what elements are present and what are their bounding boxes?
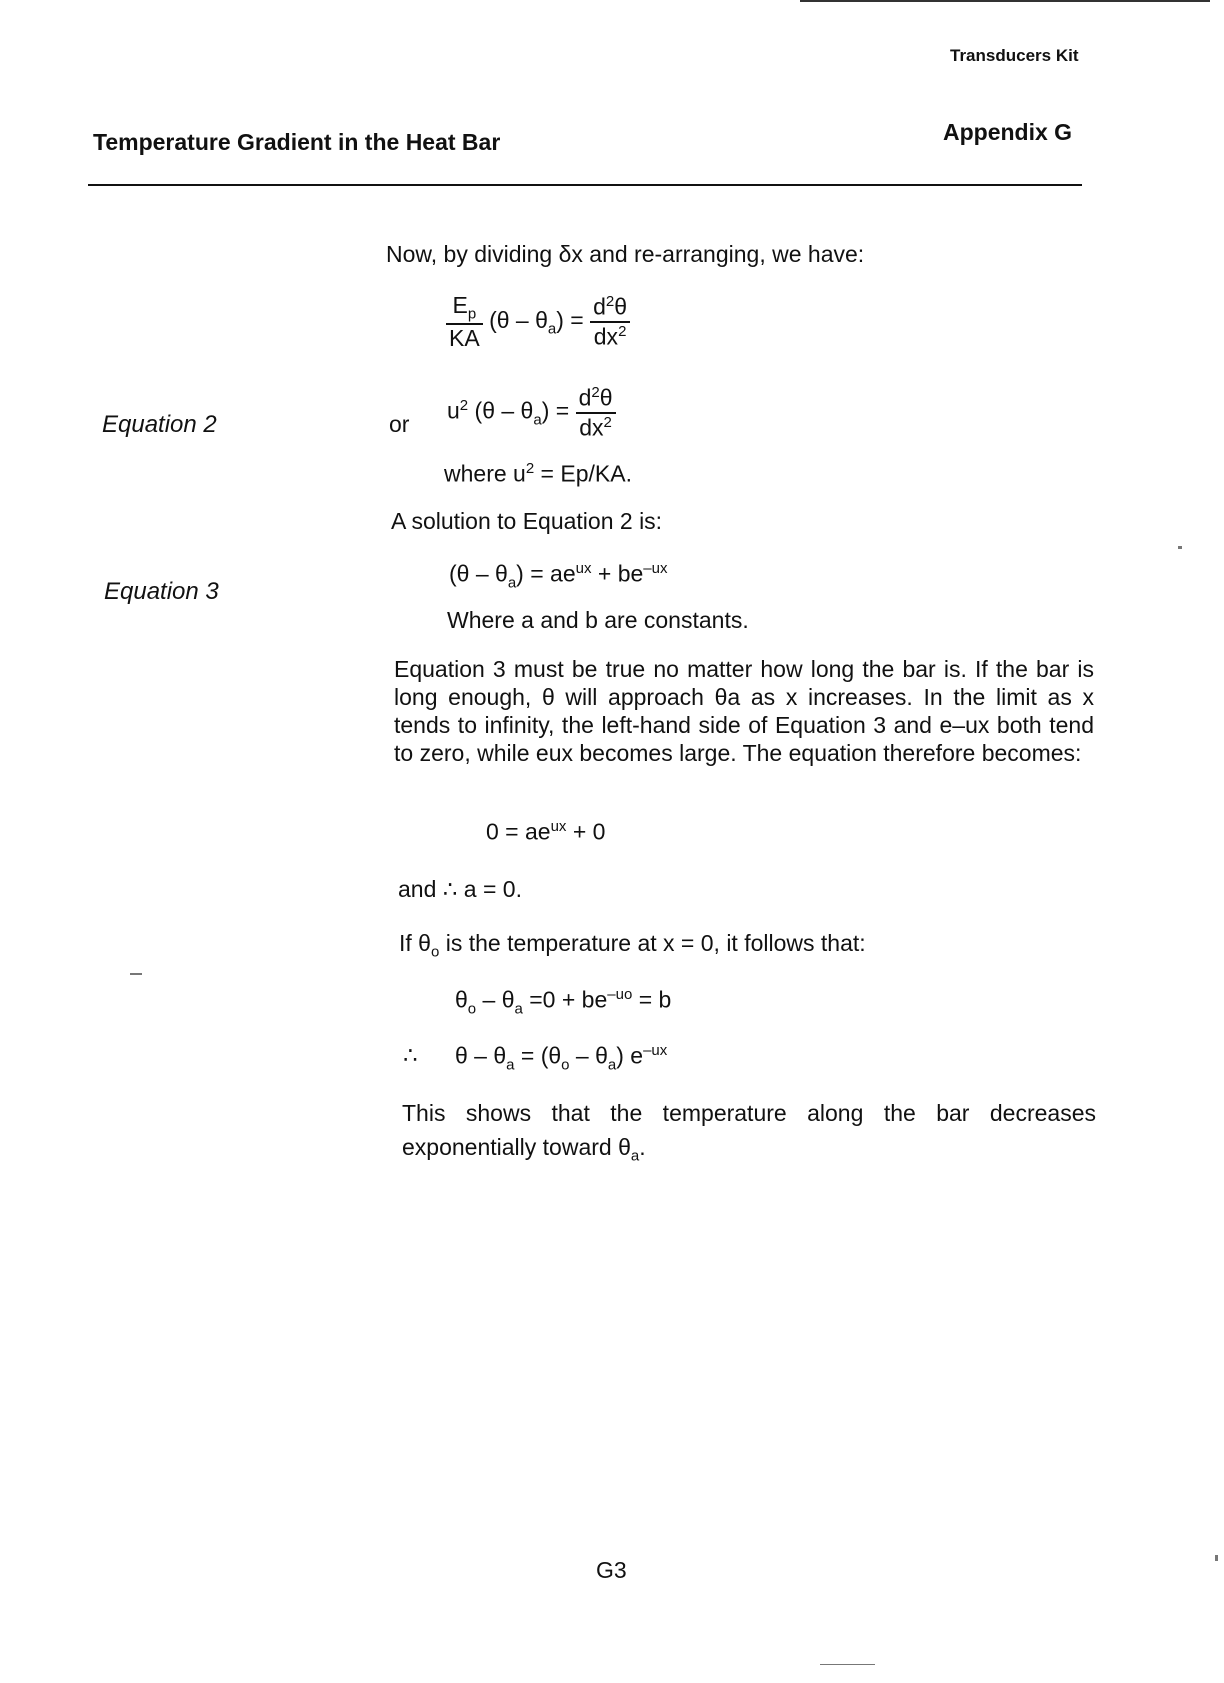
eq1-left-fraction: $\frac{E_p}{KA}$ — [446, 292, 483, 352]
if-line: If $\theta_o$ is the temperature at x = 0, it follows that: — [399, 930, 866, 961]
appendix-label: Appendix G — [943, 119, 1073, 145]
equation-5: $\theta_o - \theta_a =0 + be^{-uo} = b$ — [455, 986, 672, 1018]
equation-3-label: Equation 3 — [104, 578, 219, 605]
scan-speck — [1178, 546, 1182, 549]
scan-speck — [130, 973, 142, 975]
explanation-paragraph: Equation 3 must be true no matter how long the bar is. If the bar is long enough, θ will approach θa as x increases. In the limit as x tends to infinity, the left-hand side of Equation 3 and e–ux both tend to zero, while eux becomes large. The equation therefore becomes: — [394, 656, 1094, 766]
equation-3: $(\theta - \theta_a) = ae^{ux} + be^{-ux}$ — [449, 560, 668, 592]
section-title: Temperature Gradient in the Heat Bar — [93, 129, 501, 155]
where-u-line: where $u^2 = Ep/KA$. — [444, 460, 632, 487]
equation-4: $0 = ae^{ux} + 0$ — [486, 818, 606, 845]
eq2-fraction: $\frac{d^2\theta}{dx^2}$ — [576, 384, 616, 441]
intro-line: Now, by dividing δx and re-arranging, we have: — [386, 241, 865, 267]
scan-speck — [820, 1664, 875, 1665]
eq1-right-fraction: $\frac{d^2\theta}{dx^2}$ — [590, 293, 630, 350]
scan-speck — [1215, 1555, 1218, 1561]
kit-name: Transducers Kit — [950, 46, 1079, 65]
page-number: G3 — [596, 1557, 627, 1583]
equation-2: $u^2$ $(\theta - \theta_a)$ = $\frac{d^2\theta}{dx^2}$ — [447, 384, 616, 441]
solution-line: A solution to Equation 2 is: — [391, 508, 663, 534]
constants-line: Where a and b are constants. — [447, 607, 749, 633]
equation-1: $\frac{E_p}{KA}$ $(\theta - \theta_a)$ = $\frac{d^2\theta}{dx^2}$ — [446, 292, 630, 352]
header-rule — [88, 184, 1082, 186]
conclusion-paragraph: This shows that the temperature along the bar decreases exponentially toward $\theta_a$. — [402, 1100, 1096, 1165]
top-edge-rule — [800, 0, 1210, 2]
or-word: or — [389, 411, 410, 437]
equation-6: $\theta - \theta_a = (\theta_o - \theta_a)$ $e^{-ux}$ — [455, 1042, 668, 1074]
equation-2-label: Equation 2 — [102, 411, 217, 438]
therefore-symbol: ∴ — [403, 1042, 418, 1068]
and-line: and ∴ a = 0. — [398, 876, 522, 902]
